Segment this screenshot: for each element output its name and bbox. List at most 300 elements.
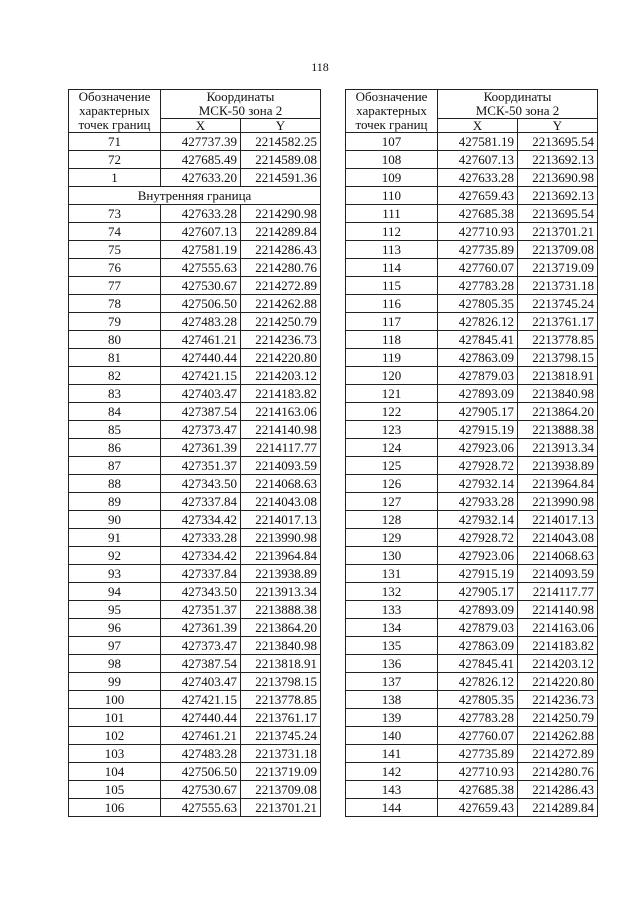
y-coordinate-cell: 2213864.20: [518, 403, 598, 421]
y-coordinate-cell: 2213938.89: [241, 565, 321, 583]
point-number-cell: 89: [69, 493, 161, 511]
y-coordinate-cell: 2214163.06: [241, 403, 321, 421]
y-coordinate-cell: 2213990.98: [518, 493, 598, 511]
x-coordinate-cell: 427845.41: [438, 331, 518, 349]
x-coordinate-cell: 427863.09: [438, 349, 518, 367]
x-coordinate-cell: 427483.28: [161, 313, 241, 331]
table-row: [346, 493, 598, 511]
point-number-cell: 143: [346, 781, 438, 799]
x-coordinate-cell: 427633.28: [438, 169, 518, 187]
point-number-cell: 141: [346, 745, 438, 763]
point-number-cell: 86: [69, 439, 161, 457]
point-number-cell: 105: [69, 781, 161, 799]
table-row: [69, 367, 321, 385]
x-coordinate-cell: 427506.50: [161, 295, 241, 313]
y-coordinate-cell: 2213761.17: [518, 313, 598, 331]
x-coordinate-cell: 427440.44: [161, 709, 241, 727]
table-row: [69, 529, 321, 547]
y-coordinate-cell: 2214250.79: [241, 313, 321, 331]
x-coordinate-cell: 427351.37: [161, 457, 241, 475]
x-coordinate-cell: 427555.63: [161, 259, 241, 277]
table-row: [346, 313, 598, 331]
table-row: [346, 403, 598, 421]
point-number-cell: 122: [346, 403, 438, 421]
x-coordinate-cell: 427659.43: [438, 187, 518, 205]
x-coordinate-cell: 427440.44: [161, 349, 241, 367]
x-coordinate-cell: 427337.84: [161, 565, 241, 583]
y-coordinate-cell: 2214290.98: [241, 205, 321, 223]
x-coordinate-cell: 427607.13: [438, 151, 518, 169]
x-coordinate-cell: 427826.12: [438, 673, 518, 691]
section-row: [69, 187, 321, 205]
table-row: [69, 385, 321, 403]
table-row: [346, 295, 598, 313]
table-row: [69, 277, 321, 295]
y-coordinate-cell: 2214183.82: [518, 637, 598, 655]
x-coordinate-cell: 427337.84: [161, 493, 241, 511]
y-coordinate-cell: 2213798.15: [518, 349, 598, 367]
table-row: [69, 511, 321, 529]
x-coordinate-cell: 427633.28: [161, 205, 241, 223]
page-number: 118: [311, 60, 329, 74]
x-coordinate-cell: 427461.21: [161, 331, 241, 349]
y-coordinate-cell: 2213709.08: [241, 781, 321, 799]
point-number-cell: 96: [69, 619, 161, 637]
y-coordinate-cell: 2213964.84: [241, 547, 321, 565]
table-row: [346, 799, 598, 817]
y-coordinate-cell: 2214591.36: [241, 169, 321, 187]
header-point-line: характерных: [79, 103, 150, 118]
point-number-cell: 85: [69, 421, 161, 439]
point-number-cell: 74: [69, 223, 161, 241]
point-number-cell: 99: [69, 673, 161, 691]
y-coordinate-cell: 2214068.63: [241, 475, 321, 493]
header-point-designation: [346, 90, 438, 133]
y-coordinate-cell: 2214203.12: [241, 367, 321, 385]
table-row: [346, 385, 598, 403]
point-number-cell: 128: [346, 511, 438, 529]
y-coordinate-cell: 2214236.73: [241, 331, 321, 349]
x-coordinate-cell: 427928.72: [438, 529, 518, 547]
x-coordinate-cell: 427333.28: [161, 529, 241, 547]
table-row: [346, 673, 598, 691]
table-row: [346, 691, 598, 709]
x-coordinate-cell: 427373.47: [161, 421, 241, 439]
x-coordinate-cell: 427845.41: [438, 655, 518, 673]
header-point-line: точек границ: [355, 117, 428, 132]
table-row: [346, 601, 598, 619]
header-coords-line: МСК-50 зона 2: [198, 103, 283, 118]
table-row: [69, 655, 321, 673]
x-coordinate-cell: 427607.13: [161, 223, 241, 241]
header-point-line: характерных: [356, 103, 427, 118]
y-coordinate-cell: 2214250.79: [518, 709, 598, 727]
y-coordinate-cell: 2214220.80: [518, 673, 598, 691]
table-row: [346, 151, 598, 169]
table-row: [69, 457, 321, 475]
table-row: [69, 673, 321, 691]
y-coordinate-cell: 2214272.89: [241, 277, 321, 295]
x-coordinate-cell: 427933.28: [438, 493, 518, 511]
y-coordinate-cell: 2213818.91: [241, 655, 321, 673]
x-coordinate-cell: 427387.54: [161, 655, 241, 673]
x-coordinate-cell: 427685.49: [161, 151, 241, 169]
table-row: [346, 133, 598, 151]
y-coordinate-cell: 2214280.76: [241, 259, 321, 277]
point-number-cell: 131: [346, 565, 438, 583]
point-number-cell: 127: [346, 493, 438, 511]
x-coordinate-cell: 427863.09: [438, 637, 518, 655]
table-row: [69, 799, 321, 817]
y-coordinate-cell: 2213778.85: [241, 691, 321, 709]
x-coordinate-cell: 427932.14: [438, 511, 518, 529]
coordinates-table-right: [345, 89, 598, 817]
header-y: Y: [518, 119, 598, 133]
x-coordinate-cell: 427555.63: [161, 799, 241, 817]
y-coordinate-cell: 2214183.82: [241, 385, 321, 403]
table-row: [69, 781, 321, 799]
table-row: [346, 655, 598, 673]
point-number-cell: 100: [69, 691, 161, 709]
x-coordinate-cell: 427710.93: [438, 223, 518, 241]
point-number-cell: 104: [69, 763, 161, 781]
table-row: [69, 547, 321, 565]
y-coordinate-cell: 2213990.98: [241, 529, 321, 547]
y-coordinate-cell: 2214017.13: [241, 511, 321, 529]
point-number-cell: 95: [69, 601, 161, 619]
table-row: [69, 691, 321, 709]
table-row: [346, 169, 598, 187]
x-coordinate-cell: 427915.19: [438, 565, 518, 583]
y-coordinate-cell: 2214117.77: [518, 583, 598, 601]
y-coordinate-cell: 2213719.09: [241, 763, 321, 781]
y-coordinate-cell: 2214068.63: [518, 547, 598, 565]
table-row: [346, 745, 598, 763]
x-coordinate-cell: 427893.09: [438, 601, 518, 619]
x-coordinate-cell: 427334.42: [161, 547, 241, 565]
x-coordinate-cell: 427351.37: [161, 601, 241, 619]
y-coordinate-cell: 2213695.54: [518, 205, 598, 223]
y-coordinate-cell: 2213938.89: [518, 457, 598, 475]
x-coordinate-cell: 427581.19: [161, 241, 241, 259]
table-row: [69, 169, 321, 187]
point-number-cell: 109: [346, 169, 438, 187]
y-coordinate-cell: 2214117.77: [241, 439, 321, 457]
x-coordinate-cell: 427659.43: [438, 799, 518, 817]
x-coordinate-cell: 427361.39: [161, 439, 241, 457]
table-row: [69, 475, 321, 493]
table-row: [346, 781, 598, 799]
table-row: [346, 457, 598, 475]
table-row: [69, 565, 321, 583]
header-point-line: Обозначение: [78, 89, 151, 104]
point-number-cell: 140: [346, 727, 438, 745]
x-coordinate-cell: 427905.17: [438, 403, 518, 421]
header-point-designation: [69, 90, 161, 133]
table-row: [346, 349, 598, 367]
point-number-cell: 108: [346, 151, 438, 169]
point-number-cell: 79: [69, 313, 161, 331]
x-coordinate-cell: 427685.38: [438, 205, 518, 223]
y-coordinate-cell: 2213864.20: [241, 619, 321, 637]
y-coordinate-cell: 2213745.24: [241, 727, 321, 745]
x-coordinate-cell: 427373.47: [161, 637, 241, 655]
point-number-cell: 1: [69, 169, 161, 187]
point-number-cell: 102: [69, 727, 161, 745]
point-number-cell: 118: [346, 331, 438, 349]
y-coordinate-cell: 2214272.89: [518, 745, 598, 763]
point-number-cell: 107: [346, 133, 438, 151]
y-coordinate-cell: 2213840.98: [518, 385, 598, 403]
x-coordinate-cell: 427461.21: [161, 727, 241, 745]
y-coordinate-cell: 2214140.98: [518, 601, 598, 619]
table-row: [346, 367, 598, 385]
x-coordinate-cell: 427783.28: [438, 277, 518, 295]
x-coordinate-cell: 427334.42: [161, 511, 241, 529]
point-number-cell: 129: [346, 529, 438, 547]
point-number-cell: 124: [346, 439, 438, 457]
y-coordinate-cell: 2213695.54: [518, 133, 598, 151]
point-number-cell: 117: [346, 313, 438, 331]
table-row: [69, 583, 321, 601]
table-row: [69, 151, 321, 169]
y-coordinate-cell: 2214589.08: [241, 151, 321, 169]
point-number-cell: 98: [69, 655, 161, 673]
y-coordinate-cell: 2213709.08: [518, 241, 598, 259]
table-row: [69, 637, 321, 655]
point-number-cell: 142: [346, 763, 438, 781]
point-number-cell: 121: [346, 385, 438, 403]
table-row: [346, 205, 598, 223]
table-row: [346, 637, 598, 655]
point-number-cell: 119: [346, 349, 438, 367]
y-coordinate-cell: 2214286.43: [241, 241, 321, 259]
table-row: [69, 421, 321, 439]
x-coordinate-cell: 427530.67: [161, 277, 241, 295]
point-number-cell: 138: [346, 691, 438, 709]
point-number-cell: 73: [69, 205, 161, 223]
point-number-cell: 134: [346, 619, 438, 637]
table-row: [346, 439, 598, 457]
header-coords-line: Координаты: [483, 89, 552, 104]
point-number-cell: 111: [346, 205, 438, 223]
y-coordinate-cell: 2213731.18: [518, 277, 598, 295]
header-point-line: Обозначение: [355, 89, 428, 104]
point-number-cell: 139: [346, 709, 438, 727]
x-coordinate-cell: 427783.28: [438, 709, 518, 727]
point-number-cell: 93: [69, 565, 161, 583]
table-row: [346, 241, 598, 259]
point-number-cell: 80: [69, 331, 161, 349]
y-coordinate-cell: 2213701.21: [518, 223, 598, 241]
x-coordinate-cell: 427905.17: [438, 583, 518, 601]
x-coordinate-cell: 427932.14: [438, 475, 518, 493]
table-row: [69, 439, 321, 457]
point-number-cell: 116: [346, 295, 438, 313]
point-number-cell: 113: [346, 241, 438, 259]
x-coordinate-cell: 427403.47: [161, 673, 241, 691]
y-coordinate-cell: 2214262.88: [518, 727, 598, 745]
point-number-cell: 83: [69, 385, 161, 403]
table-row: [346, 187, 598, 205]
header-x: X: [438, 119, 518, 133]
table-row: [346, 727, 598, 745]
header-coordinates: [161, 90, 321, 119]
y-coordinate-cell: 2213964.84: [518, 475, 598, 493]
x-coordinate-cell: 427893.09: [438, 385, 518, 403]
table-row: [346, 475, 598, 493]
table-row: [69, 331, 321, 349]
table-row: [69, 259, 321, 277]
point-number-cell: 88: [69, 475, 161, 493]
y-coordinate-cell: 2213913.34: [241, 583, 321, 601]
table-row: [69, 205, 321, 223]
table-row: [69, 241, 321, 259]
y-coordinate-cell: 2214582.25: [241, 133, 321, 151]
x-coordinate-cell: 427760.07: [438, 727, 518, 745]
y-coordinate-cell: 2213778.85: [518, 331, 598, 349]
y-coordinate-cell: 2214140.98: [241, 421, 321, 439]
y-coordinate-cell: 2213888.38: [518, 421, 598, 439]
y-coordinate-cell: 2214289.84: [241, 223, 321, 241]
table-right-body: [346, 90, 598, 817]
y-coordinate-cell: 2213798.15: [241, 673, 321, 691]
table-row: [346, 529, 598, 547]
y-coordinate-cell: 2213840.98: [241, 637, 321, 655]
point-number-cell: 101: [69, 709, 161, 727]
x-coordinate-cell: 427735.89: [438, 241, 518, 259]
table-row: [69, 763, 321, 781]
table-row: [346, 421, 598, 439]
x-coordinate-cell: 427343.50: [161, 583, 241, 601]
point-number-cell: 77: [69, 277, 161, 295]
y-coordinate-cell: 2214262.88: [241, 295, 321, 313]
x-coordinate-cell: 427421.15: [161, 367, 241, 385]
y-coordinate-cell: 2214280.76: [518, 763, 598, 781]
x-coordinate-cell: 427403.47: [161, 385, 241, 403]
y-coordinate-cell: 2213692.13: [518, 187, 598, 205]
table-row: [69, 349, 321, 367]
y-coordinate-cell: 2214220.80: [241, 349, 321, 367]
x-coordinate-cell: 427633.20: [161, 169, 241, 187]
section-title: Внутренняя граница: [69, 187, 321, 205]
x-coordinate-cell: 427685.38: [438, 781, 518, 799]
table-row: [69, 493, 321, 511]
x-coordinate-cell: 427805.35: [438, 691, 518, 709]
x-coordinate-cell: 427826.12: [438, 313, 518, 331]
table-row: [69, 403, 321, 421]
point-number-cell: 82: [69, 367, 161, 385]
point-number-cell: 144: [346, 799, 438, 817]
point-number-cell: 94: [69, 583, 161, 601]
point-number-cell: 81: [69, 349, 161, 367]
header-y: Y: [241, 119, 321, 133]
point-number-cell: 115: [346, 277, 438, 295]
x-coordinate-cell: 427343.50: [161, 475, 241, 493]
y-coordinate-cell: 2214043.08: [518, 529, 598, 547]
table-row: [346, 277, 598, 295]
point-number-cell: 78: [69, 295, 161, 313]
x-coordinate-cell: 427879.03: [438, 619, 518, 637]
x-coordinate-cell: 427581.19: [438, 133, 518, 151]
x-coordinate-cell: 427506.50: [161, 763, 241, 781]
y-coordinate-cell: 2214236.73: [518, 691, 598, 709]
x-coordinate-cell: 427923.06: [438, 439, 518, 457]
point-number-cell: 87: [69, 457, 161, 475]
table-row: [346, 259, 598, 277]
point-number-cell: 130: [346, 547, 438, 565]
y-coordinate-cell: 2213761.17: [241, 709, 321, 727]
y-coordinate-cell: 2213719.09: [518, 259, 598, 277]
x-coordinate-cell: 427879.03: [438, 367, 518, 385]
table-row: [346, 565, 598, 583]
table-row: [69, 619, 321, 637]
point-number-cell: 91: [69, 529, 161, 547]
point-number-cell: 72: [69, 151, 161, 169]
point-number-cell: 123: [346, 421, 438, 439]
x-coordinate-cell: 427737.39: [161, 133, 241, 151]
y-coordinate-cell: 2214043.08: [241, 493, 321, 511]
y-coordinate-cell: 2214017.13: [518, 511, 598, 529]
point-number-cell: 97: [69, 637, 161, 655]
point-number-cell: 84: [69, 403, 161, 421]
y-coordinate-cell: 2213745.24: [518, 295, 598, 313]
y-coordinate-cell: 2213690.98: [518, 169, 598, 187]
y-coordinate-cell: 2214093.59: [241, 457, 321, 475]
x-coordinate-cell: 427805.35: [438, 295, 518, 313]
point-number-cell: 137: [346, 673, 438, 691]
point-number-cell: 133: [346, 601, 438, 619]
y-coordinate-cell: 2213731.18: [241, 745, 321, 763]
point-number-cell: 103: [69, 745, 161, 763]
point-number-cell: 135: [346, 637, 438, 655]
table-row: [69, 601, 321, 619]
table-row: [346, 763, 598, 781]
table-row: [69, 745, 321, 763]
point-number-cell: 114: [346, 259, 438, 277]
table-row: [346, 619, 598, 637]
table-row: [346, 331, 598, 349]
table-row: [346, 547, 598, 565]
y-coordinate-cell: 2214203.12: [518, 655, 598, 673]
x-coordinate-cell: 427928.72: [438, 457, 518, 475]
x-coordinate-cell: 427530.67: [161, 781, 241, 799]
table-row: [69, 313, 321, 331]
table-row: [346, 709, 598, 727]
x-coordinate-cell: 427421.15: [161, 691, 241, 709]
y-coordinate-cell: 2214286.43: [518, 781, 598, 799]
x-coordinate-cell: 427361.39: [161, 619, 241, 637]
header-point-line: точек границ: [78, 117, 151, 132]
y-coordinate-cell: 2213888.38: [241, 601, 321, 619]
table-row: [69, 133, 321, 151]
x-coordinate-cell: 427387.54: [161, 403, 241, 421]
header-coords-line: Координаты: [206, 89, 275, 104]
y-coordinate-cell: 2214093.59: [518, 565, 598, 583]
x-coordinate-cell: 427760.07: [438, 259, 518, 277]
y-coordinate-cell: 2213692.13: [518, 151, 598, 169]
header-coordinates: [438, 90, 598, 119]
point-number-cell: 126: [346, 475, 438, 493]
y-coordinate-cell: 2213701.21: [241, 799, 321, 817]
x-coordinate-cell: 427710.93: [438, 763, 518, 781]
table-row: [346, 223, 598, 241]
coordinates-table-left: [68, 89, 321, 817]
point-number-cell: 106: [69, 799, 161, 817]
y-coordinate-cell: 2213818.91: [518, 367, 598, 385]
header-x: X: [161, 119, 241, 133]
point-number-cell: 76: [69, 259, 161, 277]
